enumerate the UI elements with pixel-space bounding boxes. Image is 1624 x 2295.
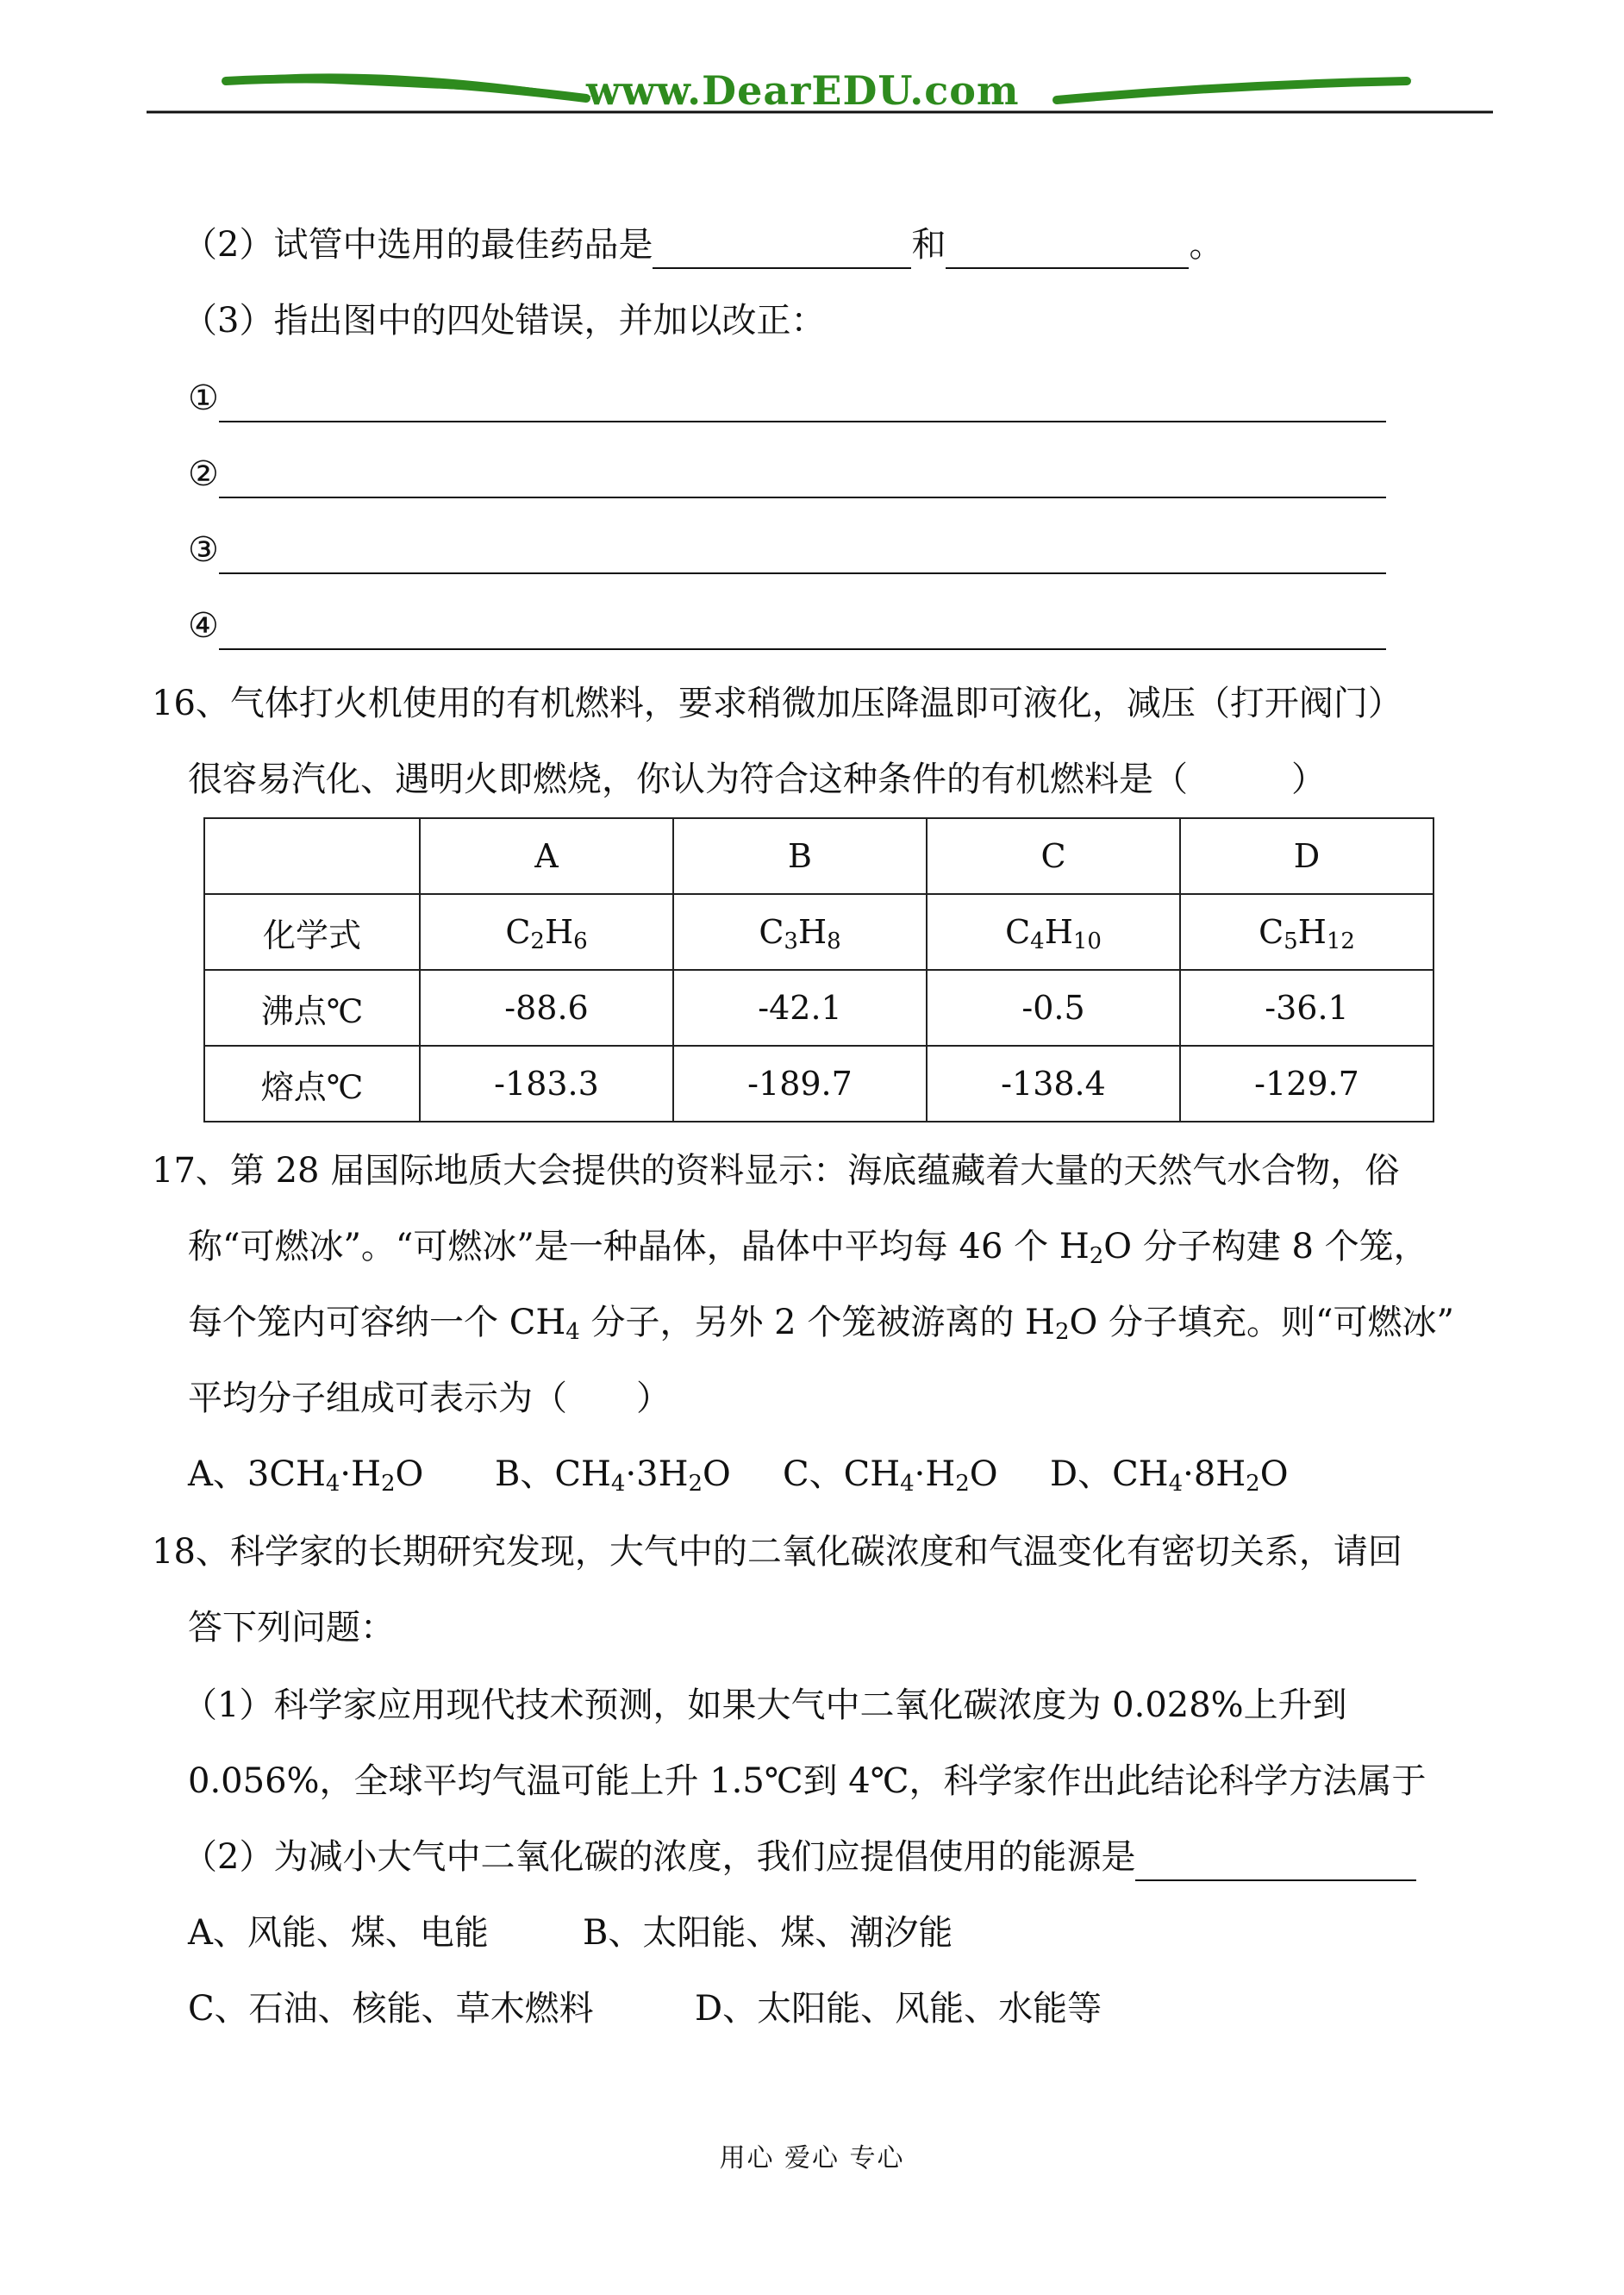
- table-header-row: [204, 818, 1433, 894]
- answer-blank[interactable]: [1135, 1842, 1416, 1881]
- answer-blank[interactable]: [219, 383, 1386, 422]
- answer-blank[interactable]: [219, 610, 1386, 650]
- formula-cell: $C_4H_{10}$: [927, 894, 1180, 970]
- answer-blank[interactable]: [219, 459, 1386, 498]
- table-header-cell: A: [420, 818, 673, 894]
- q17-option-d[interactable]: D、$CH_4\cdot 8H_2O$: [1050, 1454, 1289, 1497]
- table-cell: -129.7: [1180, 1046, 1433, 1122]
- q18-option-a[interactable]: A、风能、煤、电能: [188, 1913, 489, 1953]
- table-row: [204, 1046, 1433, 1122]
- q18-option-c[interactable]: C、石油、核能、草木燃料: [188, 1989, 594, 2029]
- q17-option-b[interactable]: B、$CH_4\cdot 3H_2O$: [495, 1454, 731, 1497]
- q17-line-3: 每个笼内可容纳一个 $CH_4$ 分子，另外 2 个笼被游离的 $H_2O$ 分子填充。则“可燃冰”: [188, 1303, 1454, 1345]
- q15-answer-line-2: ②: [188, 450, 1386, 498]
- formula-cell: $C_3H_8$: [673, 894, 927, 970]
- table-cell: -36.1: [1180, 970, 1433, 1046]
- formula-cell: $C_5H_{12}$: [1180, 894, 1433, 970]
- row-label: 熔点℃: [204, 1046, 420, 1122]
- q16-line-2: 很容易汽化、遇明火即燃烧，你认为符合这种条件的有机燃料是（ ）: [188, 760, 1326, 799]
- table-cell: -42.1: [673, 970, 927, 1046]
- q17-line-1: 17、第 28 届国际地质大会提供的资料显示：海底蕴藏着大量的天然气水合物，俗: [152, 1151, 1400, 1191]
- formula-cell: $C_2H_6$: [420, 894, 673, 970]
- page-footer: 用心 爱心 专心: [719, 2143, 905, 2173]
- table-header-cell: B: [673, 818, 927, 894]
- q18-part1-line-2: 0.056%，全球平均气温可能上升 1.5℃到 4℃，科学家作出此结论科学方法属于: [188, 1761, 1427, 1801]
- table-row: [204, 970, 1433, 1046]
- answer-blank[interactable]: [219, 535, 1386, 574]
- fuel-data-table: [203, 817, 1434, 1122]
- answer-blank[interactable]: [653, 229, 911, 269]
- table-cell: [204, 818, 420, 894]
- q18-option-b[interactable]: B、太阳能、煤、潮汐能: [583, 1913, 953, 1953]
- q15-answer-line-4: ④: [188, 602, 1386, 650]
- row-label: 沸点℃: [204, 970, 420, 1046]
- logo-text: www.DearEDU.com: [586, 67, 1020, 114]
- q17-option-a[interactable]: A、$3CH_4\cdot H_2O$: [188, 1454, 424, 1497]
- row-label: 化学式: [204, 894, 420, 970]
- q18-part1-line-1: （1）科学家应用现代技术预测，如果大气中二氧化碳浓度为 0.028%上升到: [183, 1685, 1347, 1725]
- q17-option-c[interactable]: C、$CH_4\cdot H_2O$: [783, 1454, 998, 1497]
- table-cell: -88.6: [420, 970, 673, 1046]
- table-cell: -183.3: [420, 1046, 673, 1122]
- table-cell: -0.5: [927, 970, 1180, 1046]
- header-logo: [0, 0, 1624, 121]
- q17-line-2: 称“可燃冰”。“可燃冰”是一种晶体，晶体中平均每 46 个 $H_2O$ 分子构建 8 个笼，: [188, 1227, 1428, 1269]
- q15-part2: （2）试管中选用的最佳药品是 和 。: [183, 221, 1223, 269]
- q18-option-d[interactable]: D、太阳能、风能、水能等: [695, 1989, 1102, 2029]
- q15-answer-line-3: ③: [188, 526, 1386, 574]
- answer-blank[interactable]: [946, 229, 1189, 269]
- q18-line-2: 答下列问题：: [188, 1608, 395, 1648]
- q18-part2: （2）为减小大气中二氧化碳的浓度，我们应提倡使用的能源是: [183, 1833, 1416, 1881]
- table-header-cell: D: [1180, 818, 1433, 894]
- q18-line-1: 18、科学家的长期研究发现，大气中的二氧化碳浓度和气温变化有密切关系，请回: [152, 1532, 1402, 1572]
- table-cell: -138.4: [927, 1046, 1180, 1122]
- q17-line-4: 平均分子组成可表示为（ ）: [188, 1379, 671, 1418]
- table-header-cell: C: [927, 818, 1180, 894]
- table-row: [204, 894, 1433, 970]
- table-cell: -189.7: [673, 1046, 927, 1122]
- q16-line-1: 16、气体打火机使用的有机燃料，要求稍微加压降温即可液化，减压（打开阀门）: [152, 684, 1402, 723]
- q15-part3: （3）指出图中的四处错误，并加以改正：: [183, 301, 826, 341]
- q15-answer-line-1: ①: [188, 374, 1386, 422]
